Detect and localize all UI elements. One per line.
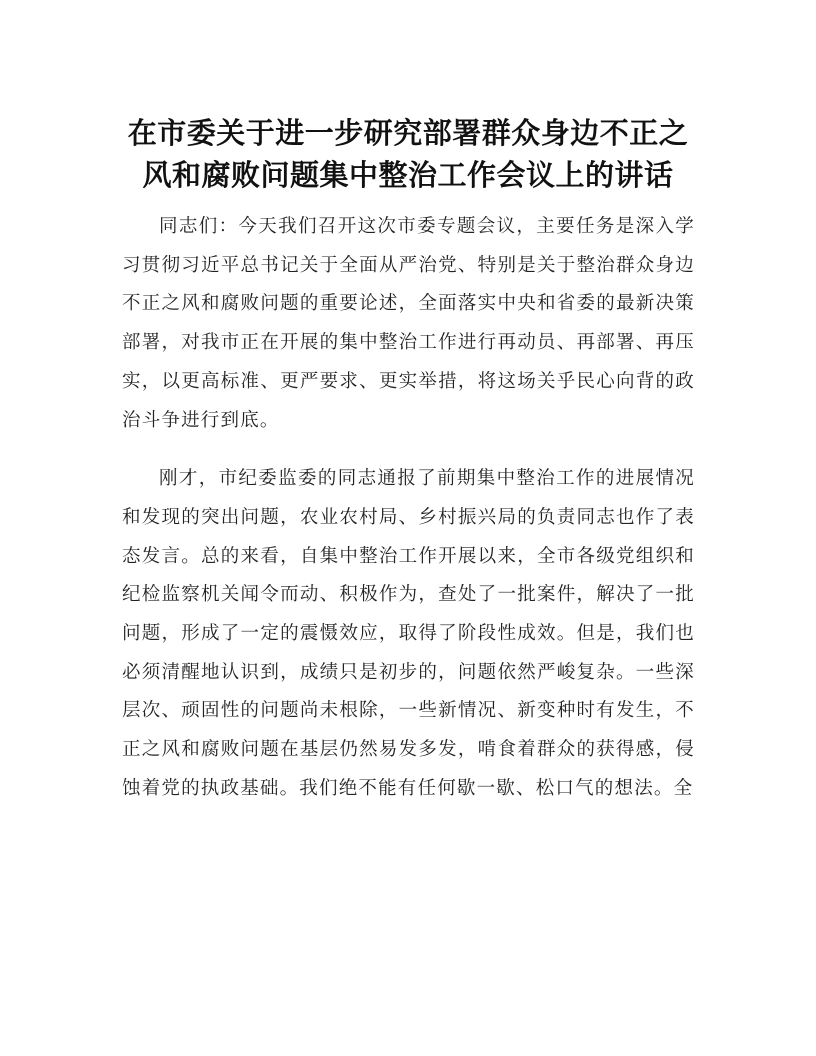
title-line-2: 风和腐败问题集中整治工作会议上的讲话 [142,158,674,192]
document-body [122,208,695,829]
document-title [100,112,716,196]
paragraph-2: 刚才，市纪委监委的同志通报了前期集中整治工作的进展情况和发现的突出问题，农业农村局、乡村振兴局的负责同志也作了表态发言。总的来看，自集中整治工作开展以来，全市各级党组织和纪检监察机关闻令而动、积极作为，查处了一批案件，解决了一批问题，形成了一定的震慑效应，取得了阶段性成效。但是，我们也必须清醒地认识到，成绩只是初步的，问题依然严峻复杂。一些深层次、顽固性的问题尚未根除，一些新情况、新变种时有发生，不正之风和腐败问题在基层仍然易发多发，啃食着群众的获得感，侵蚀着党的执政基础。我们绝不能有任何歇一歇、松口气的想法。全 [122,468,695,799]
paragraph-1: 同志们：今天我们召开这次市委专题会议，主要任务是深入学习贯彻习近平总书记关于全面从严治党、特别是关于整治群众身边不正之风和腐败问题的重要论述，全面落实中央和省委的最新决策部署，对我市正在开展的集中整治工作进行再动员、再部署、再压实，以更高标准、更严要求、更实举措，将这场关乎民心向背的政治斗争进行到底。 [122,216,695,431]
title-line-1: 在市委关于进一步研究部署群众身边不正之 [127,116,689,150]
